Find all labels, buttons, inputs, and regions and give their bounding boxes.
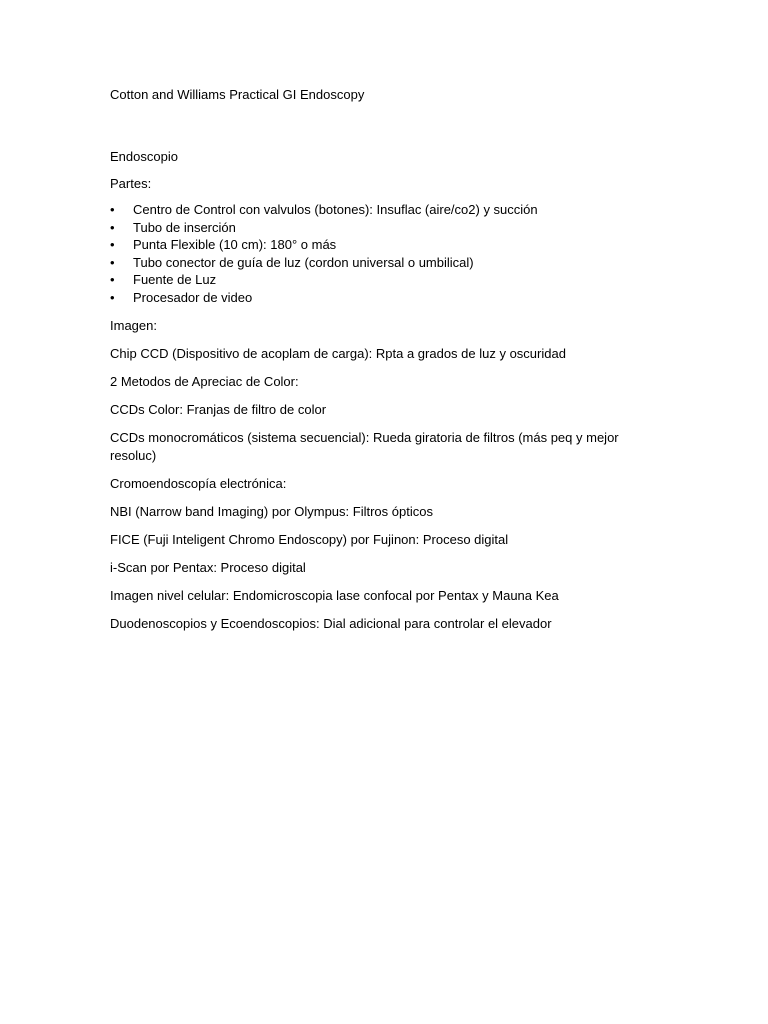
paragraph-ccds-color: CCDs Color: Franjas de filtro de color bbox=[110, 401, 327, 417]
parts-list bbox=[110, 201, 630, 307]
list-item bbox=[110, 219, 630, 237]
list-item-text: Tubo de inserción bbox=[133, 219, 236, 235]
list-item bbox=[110, 201, 630, 219]
list-item-text: Fuente de Luz bbox=[133, 272, 217, 288]
paragraph-ccds-monocromaticos: CCDs monocromáticos (sistema secuencial): Rueda giratoria de filtros (más peq y mejor resoluc) bbox=[110, 429, 619, 463]
paragraph-cromoendoscopia: Cromoendoscopía electrónica: bbox=[110, 475, 287, 491]
paragraph-imagen: Imagen: bbox=[110, 317, 157, 333]
list-item bbox=[110, 289, 630, 307]
paragraph-metodos-color: 2 Metodos de Apreciac de Color: bbox=[110, 373, 299, 389]
bullet-icon: • bbox=[110, 219, 115, 235]
list-item bbox=[110, 254, 630, 272]
list-item-text: Centro de Control con valvulos (botones): Insuflac (aire/co2) y succión bbox=[133, 202, 538, 217]
paragraph-fice: FICE (Fuji Inteligent Chromo Endoscopy) por Fujinon: Proceso digital bbox=[110, 531, 509, 547]
parts-label: Partes: bbox=[110, 176, 152, 191]
bullet-icon: • bbox=[110, 289, 115, 305]
bullet-icon: • bbox=[110, 254, 115, 270]
list-item-text: Punta Flexible (10 cm): 180° o más bbox=[133, 237, 337, 253]
list-item-text: Tubo conector de guía de luz (cordon universal o umbilical) bbox=[133, 254, 474, 270]
bullet-icon: • bbox=[110, 237, 115, 253]
bullet-icon: • bbox=[110, 272, 115, 288]
paragraph-nbi: NBI (Narrow band Imaging) por Olympus: Filtros ópticos bbox=[110, 503, 433, 519]
document-page bbox=[110, 86, 630, 633]
paragraph-duodenoscopios: Duodenoscopios y Ecoendoscopios: Dial adicional para controlar el elevador bbox=[110, 615, 552, 631]
document-title: Cotton and Williams Practical GI Endoscopy bbox=[110, 87, 365, 102]
paragraph-nivel-celular: Imagen nivel celular: Endomicroscopia lase confocal por Pentax y Mauna Kea bbox=[110, 587, 559, 603]
paragraph-chip-ccd: Chip CCD (Dispositivo de acoplam de carga): Rpta a grados de luz y oscuridad bbox=[110, 345, 566, 361]
list-item bbox=[110, 271, 630, 289]
list-item-text: Procesador de video bbox=[133, 289, 253, 305]
bullet-icon: • bbox=[110, 202, 115, 217]
list-item bbox=[110, 236, 630, 254]
section-heading: Endoscopio bbox=[110, 149, 178, 164]
paragraph-iscan: i-Scan por Pentax: Proceso digital bbox=[110, 559, 306, 575]
